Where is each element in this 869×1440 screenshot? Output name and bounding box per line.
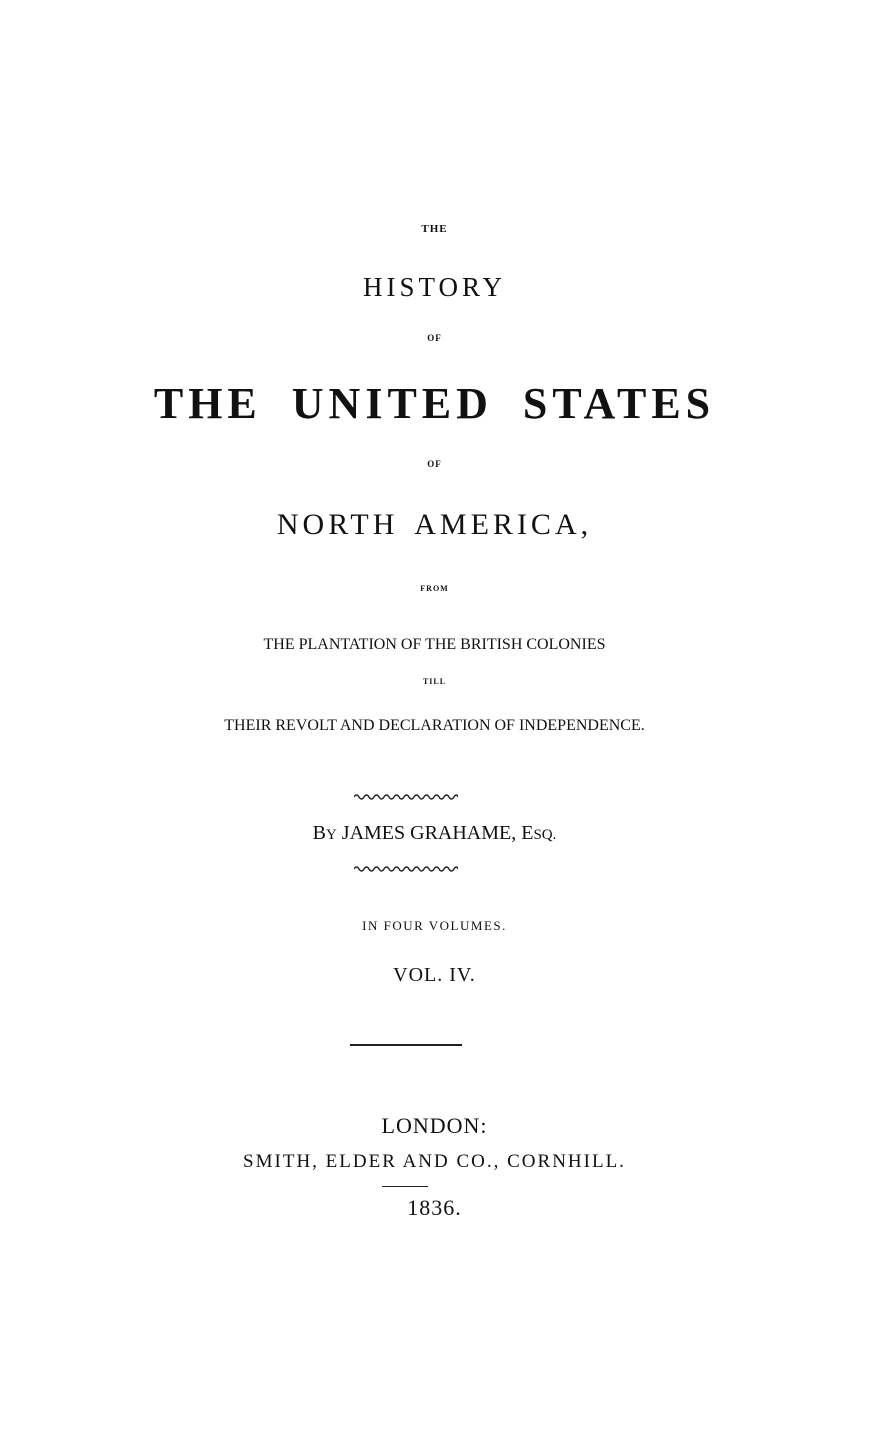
author-line bbox=[0, 823, 869, 843]
connector-of-1: OF bbox=[427, 333, 442, 343]
divider-rule bbox=[350, 1044, 462, 1046]
author-esq-initial: E bbox=[521, 822, 534, 844]
connector-till: TILL bbox=[422, 677, 447, 686]
volumes-count: IN FOUR VOLUMES. bbox=[362, 918, 507, 933]
article-the: THE bbox=[421, 223, 448, 235]
imprint-city: LONDON: bbox=[381, 1113, 488, 1138]
author-by-initial: B bbox=[312, 822, 326, 844]
title-united-states: THE UNITED STATES bbox=[153, 379, 716, 428]
wavy-ornament-bottom bbox=[354, 865, 458, 873]
connector-from: FROM bbox=[420, 584, 449, 593]
connector-of-2: OF bbox=[427, 459, 442, 469]
title-north-america: NORTH AMERICA, bbox=[276, 508, 593, 541]
wavy-ornament-top bbox=[354, 793, 458, 801]
author-esq-rest: SQ. bbox=[533, 827, 557, 843]
imprint-publisher: SMITH, ELDER AND CO., CORNHILL. bbox=[243, 1151, 626, 1172]
title-history: HISTORY bbox=[362, 272, 507, 302]
subtitle-plantation: THE PLANTATION OF THE BRITISH COLONIES bbox=[263, 636, 606, 653]
subtitle-revolt: THEIR REVOLT AND DECLARATION OF INDEPENDENCE. bbox=[224, 717, 645, 734]
volume-number: VOL. IV. bbox=[393, 964, 476, 986]
short-rule bbox=[382, 1186, 428, 1187]
author-by-rest: Y bbox=[325, 827, 337, 843]
imprint-year: 1836. bbox=[407, 1195, 462, 1220]
author-name: JAMES GRAHAME, bbox=[336, 822, 522, 844]
